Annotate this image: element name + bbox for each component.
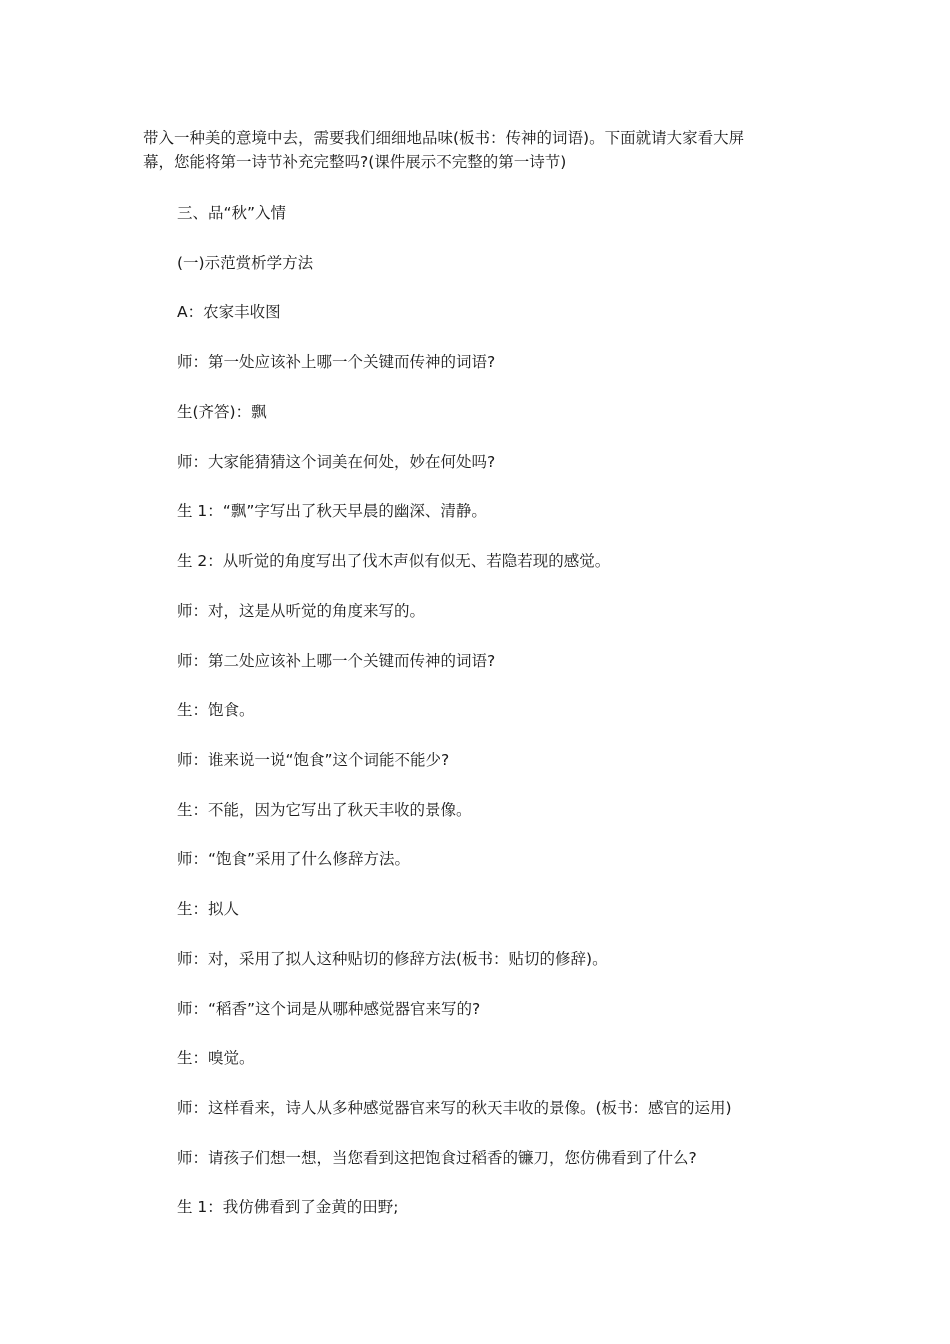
dialogue-line: 师：大家能猜猜这个词美在何处，妙在何处吗?: [177, 453, 496, 471]
dialogue-line: 师：“稻香”这个词是从哪种感觉器官来写的?: [177, 1000, 481, 1018]
dialogue-line: 师：第一处应该补上哪一个关键而传神的词语?: [177, 353, 496, 371]
dialogue-line: 生：拟人: [177, 900, 240, 918]
dialogue-line: 师：“饱食”采用了什么修辞方法。: [177, 850, 411, 868]
dialogue-line: 师：第二处应该补上哪一个关键而传神的词语?: [177, 652, 496, 670]
subsection-heading: (一)示范赏析学方法: [177, 254, 314, 272]
dialogue-line: 师：对，这是从听觉的角度来写的。: [177, 602, 426, 620]
dialogue-line: 师：谁来说一说“饱食”这个词能不能少?: [177, 751, 450, 769]
dialogue-line: 生：嗅觉。: [177, 1049, 255, 1067]
dialogue-line: 生 2：从听觉的角度写出了伐木声似有似无、若隐若现的感觉。: [177, 552, 611, 570]
dialogue-line: 生 1：“飘”字写出了秋天早晨的幽深、清静。: [177, 502, 487, 520]
section-heading: 三、品“秋”入情: [177, 204, 287, 222]
dialogue-line: 生(齐答)：飘: [177, 403, 267, 421]
intro-line-2: 幕，您能将第一诗节补充完整吗?(课件展示不完整的第一诗节): [143, 153, 567, 171]
dialogue-line: 师：对，采用了拟人这种贴切的修辞方法(板书：贴切的修辞)。: [177, 950, 608, 968]
dialogue-line: 师：请孩子们想一想，当您看到这把饱食过稻香的镰刀，您仿佛看到了什么?: [177, 1149, 697, 1167]
dialogue-line: 生：不能，因为它写出了秋天丰收的景像。: [177, 801, 472, 819]
intro-paragraph: [143, 126, 813, 174]
dialogue-line: 生 1：我仿佛看到了金黄的田野;: [177, 1198, 399, 1216]
intro-line-1: 带入一种美的意境中去，需要我们细细地品味(板书：传神的词语)。下面就请大家看大屏: [143, 129, 745, 147]
dialogue-line: 生：饱食。: [177, 701, 255, 719]
scene-title: A：农家丰收图: [177, 303, 281, 321]
dialogue-line: 师：这样看来，诗人从多种感觉器官来写的秋天丰收的景像。(板书：感官的运用): [177, 1099, 732, 1117]
